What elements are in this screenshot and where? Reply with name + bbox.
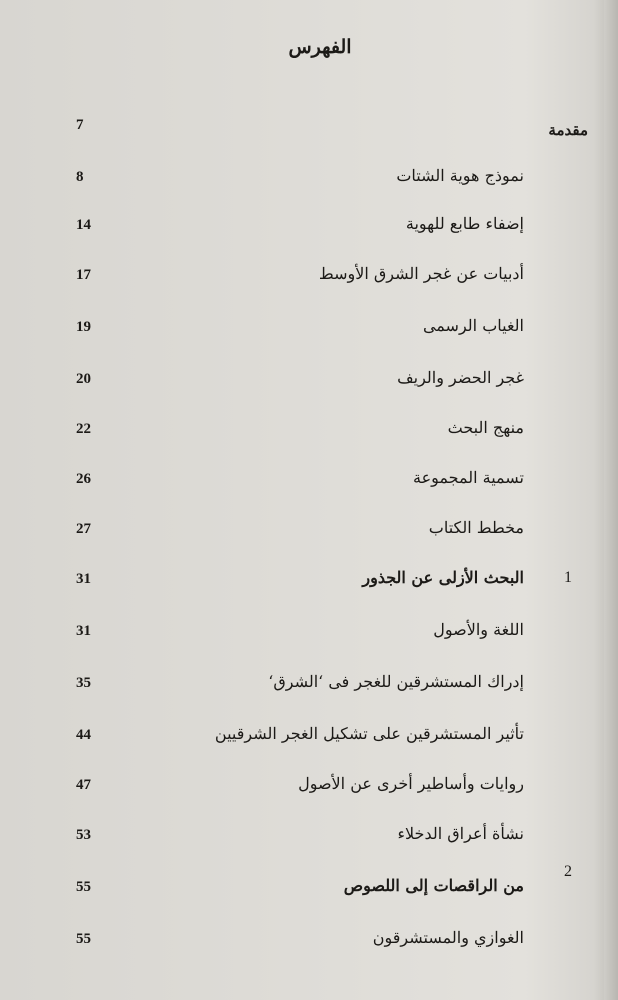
toc-row bbox=[0, 774, 618, 807]
toc-row bbox=[0, 214, 618, 247]
entry-title: اللغة والأصول bbox=[433, 620, 524, 639]
chapter-number: 1 bbox=[564, 569, 572, 586]
entry-title: إضفاء طابع للهوية bbox=[405, 214, 524, 233]
toc-row bbox=[0, 418, 618, 451]
chapter-title: من الراقصات إلى اللصوص bbox=[343, 876, 524, 895]
toc-row bbox=[0, 117, 618, 147]
entry-title: غجر الحضر والريف bbox=[397, 368, 524, 387]
chapter-title: البحث الأزلى عن الجذور bbox=[362, 568, 524, 587]
section-title-introduction: مقدمة bbox=[548, 121, 588, 139]
toc-row bbox=[0, 468, 618, 501]
page-number: 27 bbox=[76, 521, 91, 537]
page-number: 53 bbox=[76, 827, 91, 843]
page-number: 19 bbox=[76, 319, 91, 335]
toc-row bbox=[0, 166, 618, 199]
toc-row-chapter bbox=[0, 568, 618, 601]
page-number: 35 bbox=[76, 675, 91, 691]
entry-title: تسمية المجموعة bbox=[412, 468, 524, 487]
entry-title: نشأة أعراق الدخلاء bbox=[397, 824, 524, 843]
page-number: 20 bbox=[76, 371, 91, 387]
chapter-number: 2 bbox=[564, 863, 572, 880]
toc-row bbox=[0, 316, 618, 349]
page-number: 47 bbox=[76, 777, 91, 793]
toc-row bbox=[0, 672, 618, 705]
toc-row bbox=[0, 620, 618, 653]
entry-title: الغياب الرسمى bbox=[422, 316, 524, 335]
page-number: 31 bbox=[76, 571, 91, 587]
page-number: 22 bbox=[76, 421, 91, 437]
page-number: 8 bbox=[76, 169, 84, 185]
entry-title: منهج البحث bbox=[447, 418, 524, 437]
page-number: 14 bbox=[76, 217, 91, 233]
page-number: 55 bbox=[76, 879, 91, 895]
toc-row bbox=[0, 928, 618, 961]
page-number: 26 bbox=[76, 471, 91, 487]
entry-title: روايات وأساطير أخرى عن الأصول bbox=[298, 774, 524, 793]
page-number: 44 bbox=[76, 727, 91, 743]
entry-title: نموذج هوية الشتات bbox=[396, 166, 524, 185]
page-title: الفهرس bbox=[288, 36, 352, 58]
toc-row bbox=[0, 518, 618, 551]
page-number: 17 bbox=[76, 267, 91, 283]
toc-row bbox=[0, 824, 618, 857]
page-number: 7 bbox=[76, 117, 84, 133]
toc-row bbox=[0, 368, 618, 401]
entry-title: تأثير المستشرقين على تشكيل الغجر الشرقيين bbox=[214, 724, 524, 743]
toc-row bbox=[0, 724, 618, 757]
entry-title: الغوازي والمستشرقون bbox=[372, 928, 524, 947]
toc-row bbox=[0, 264, 618, 297]
entry-title: أدبيات عن غجر الشرق الأوسط bbox=[318, 264, 524, 283]
entry-title: إدراك المستشرقين للغجر فى ‘الشرق‘ bbox=[268, 672, 524, 691]
page-number: 31 bbox=[76, 623, 91, 639]
toc-row-chapter bbox=[0, 863, 618, 909]
entry-title: مخطط الكتاب bbox=[428, 518, 524, 537]
page-number: 55 bbox=[76, 931, 91, 947]
